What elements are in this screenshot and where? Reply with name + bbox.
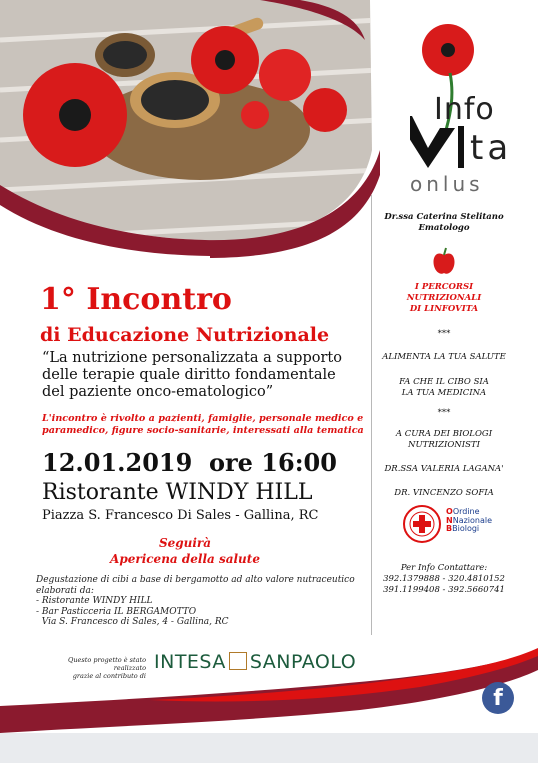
bottom-wave bbox=[0, 640, 538, 733]
biologist-2: DR. VINCENZO SOFIA bbox=[394, 488, 494, 498]
onb-line1: Ordine bbox=[452, 507, 480, 516]
curated-by-line2: NUTRIZIONISTI bbox=[408, 440, 480, 450]
doctor-name: Dr.ssa Caterina Stelitano bbox=[384, 212, 504, 222]
logo-info-text: Info bbox=[434, 92, 495, 127]
sanpaolo-text: SANPAOLO bbox=[249, 651, 357, 673]
programme-title-line1: I PERCORSI NUTRIZIONALI bbox=[406, 282, 482, 303]
tasting-line1: Degustazione di cibi a base di bergamotto ad alto valore nutraceutico bbox=[36, 575, 355, 585]
intesa-text: INTESA bbox=[154, 651, 226, 673]
event-datetime: 12.01.2019 ore 16:00 bbox=[42, 448, 337, 477]
onb-label: OOrdine NNazionale BBiologi bbox=[446, 507, 493, 534]
event-venue: Ristorante WINDY HILL bbox=[42, 480, 313, 505]
separator-1: *** bbox=[437, 329, 451, 339]
logo-vita-text: ta bbox=[470, 128, 513, 168]
apple-icon bbox=[432, 246, 456, 276]
doctor-role: Ematologo bbox=[418, 223, 470, 233]
sponsor-note-line2: grazie al contributo di bbox=[72, 672, 146, 680]
tasting-line4: - Bar Pasticceria IL BERGAMOTTO bbox=[36, 606, 197, 617]
column-divider bbox=[371, 195, 372, 635]
right-column bbox=[378, 212, 510, 596]
tasting-info bbox=[36, 575, 366, 628]
onb-line3: Biologi bbox=[452, 524, 480, 534]
audience-line2: paramedico, figure socio-sanitarie, interessati alla tematica bbox=[42, 425, 364, 436]
slogan-2-line2: LA TUA MEDICINA bbox=[401, 388, 487, 398]
event-subtitle: di Educazione Nutrizionale bbox=[40, 324, 330, 346]
tasting-line5: Via S. Francesco di Sales, 4 - Gallina, RC bbox=[36, 617, 229, 628]
tasting-line2: elaborati da: bbox=[36, 585, 94, 596]
separator-2: *** bbox=[437, 408, 451, 418]
event-quote bbox=[42, 350, 362, 401]
programme-title-line2: DI LINFOVITA bbox=[409, 304, 479, 314]
slogan-1: ALIMENTA LA TUA SALUTE bbox=[382, 352, 506, 362]
logo-onlus-text: onlus bbox=[410, 172, 484, 196]
audience-line1: L'incontro è rivolto a pazienti, famiglie, personale medico e bbox=[42, 413, 364, 424]
slogan-2-line1: FA CHE IL CIBO SIA bbox=[399, 377, 489, 387]
event-title: 1° Incontro bbox=[40, 282, 232, 317]
sponsor-note-line1: Questo progetto è stato realizzato bbox=[68, 656, 146, 672]
contact-label: Per Info Contattare: bbox=[400, 563, 488, 573]
phones-line2: 391.1199408 - 392.5660741 bbox=[383, 585, 505, 595]
tasting-line3: - Ristorante WINDY HILL bbox=[36, 596, 153, 607]
curated-by-line1: A CURA DEI BIOLOGI bbox=[395, 429, 493, 439]
quote-line2: delle terapie quale diritto fondamentale bbox=[42, 367, 336, 383]
quote-line3: del paziente onco-ematologico” bbox=[42, 384, 274, 400]
facebook-icon[interactable]: f bbox=[482, 682, 514, 714]
phones-line1: 392.1379888 - 320.4810152 bbox=[383, 574, 505, 584]
follow-up-label: Seguirà bbox=[158, 536, 212, 550]
follow-up-event: Apericena della salute bbox=[110, 552, 260, 566]
target-audience bbox=[42, 413, 367, 437]
viewer-bottom-bar bbox=[0, 733, 538, 763]
event-address: Piazza S. Francesco Di Sales - Gallina, RC bbox=[42, 508, 319, 523]
quote-line1: “La nutrizione personalizzata a supporto bbox=[42, 350, 342, 366]
biologist-1: DR.SSA VALERIA LAGANA' bbox=[384, 464, 504, 474]
onb-seal-icon bbox=[402, 504, 442, 544]
onb-line2: Nazionale bbox=[452, 515, 493, 525]
